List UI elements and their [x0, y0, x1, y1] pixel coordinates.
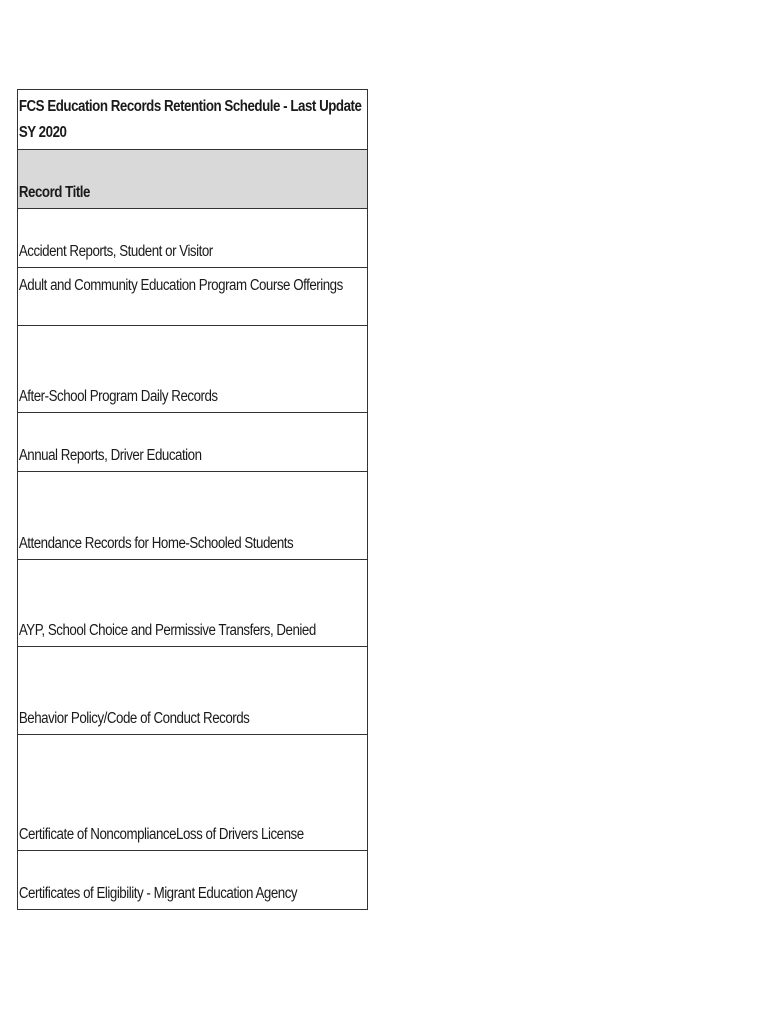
table-title-cell [18, 90, 367, 150]
record-title: AYP, School Choice and Permissive Transfers, Denied [18, 622, 316, 639]
record-title: Accident Reports, Student or Visitor [18, 243, 213, 260]
table-row [18, 326, 367, 413]
record-title: Attendance Records for Home-Schooled Students [18, 535, 294, 552]
table-row [18, 560, 367, 647]
table-row [18, 647, 367, 735]
table-row [18, 209, 367, 268]
record-title: Adult and Community Education Program Course Offerings [18, 277, 343, 294]
column-header-record-title: Record Title [18, 184, 90, 201]
records-table [17, 89, 368, 910]
table-row [18, 472, 367, 560]
record-title: Annual Reports, Driver Education [18, 447, 202, 464]
table-row [18, 268, 367, 326]
record-title: After-School Program Daily Records [18, 388, 218, 405]
record-title: Certificate of NoncomplianceLoss of Drivers License [18, 826, 304, 843]
column-header-cell [18, 150, 367, 209]
record-title: Behavior Policy/Code of Conduct Records [18, 710, 250, 727]
table-row [18, 413, 367, 472]
table-row [18, 851, 367, 910]
table-row [18, 735, 367, 851]
record-title: Certificates of Eligibility - Migrant Education Agency [18, 885, 298, 902]
table-title: FCS Education Records Retention Schedule - Last Update SY 2020 [18, 98, 362, 141]
